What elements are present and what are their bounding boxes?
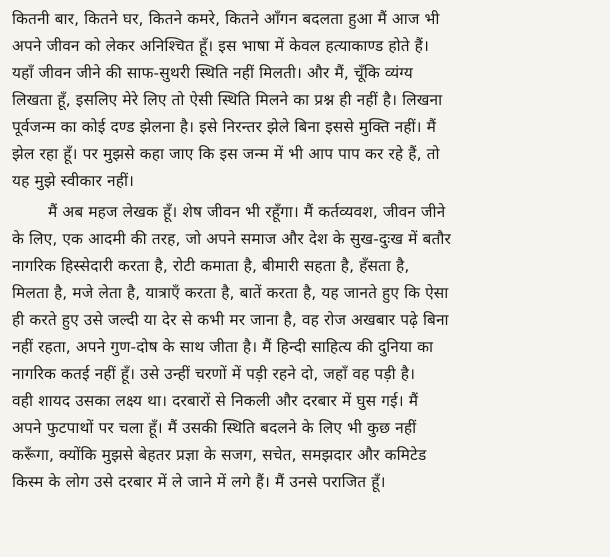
text-line: किस्म के लोग उसे दरबार में ले जाने में लगे हैं। मैं उनसे पराजित हूँ।	[12, 473, 386, 491]
text-line: कितनी बार, कितने घर, कितने कमरे, कितने आँगन बदलता हुआ मैं आज भी	[12, 10, 440, 28]
text-line: यह मुझे स्वीकार नहीं।	[12, 172, 135, 190]
text-line: नहीं रहता, अपने गुण-दोष के साथ जीता है। मैं हिन्दी साहित्य की दुनिया का	[12, 338, 434, 356]
paragraph-second	[12, 199, 600, 496]
text-line: करूँगा, क्योंकि मुझसे बेहतर प्रज्ञा के सजग, सचेत, समझदार और कमिटेड	[12, 446, 427, 464]
text-line: वही शायद उसका लक्ष्य था। दरबारों से निकली और दरबार में घुस गई। मैं	[12, 392, 419, 410]
text-line: मैं अब महज लेखक हूँ। शेष जीवन भी रहूँगा। मैं कर्तव्यवश, जीवन जीने	[48, 203, 446, 221]
paragraph-first	[12, 6, 600, 195]
text-line: नागरिक हिस्सेदारी करता है, रोटी कमाता है, बीमारी सहता है, हँसता है,	[12, 257, 410, 275]
text-line: यहाँ जीवन जीने की साफ-सुथरी स्थिति नहीं मिलती। और मैं, चूँकि व्यंग्य	[12, 64, 413, 82]
text-line: अपने जीवन को लेकर अनिश्चित हूँ। इस भाषा में केवल हत्याकाण्ड होते हैं।	[12, 37, 429, 55]
text-line: पूर्वजन्म का कोई दण्ड झेलना है। इसे निरन्तर झेले बिना इससे मुक्ति नहीं। मैं	[12, 118, 437, 136]
text-line: मिलता है, मजे लेता है, यात्राएँ करता है, बातें करता है, यह जानते हुए कि ऐसा	[12, 284, 449, 302]
text-line: ही करते हुए उसे जल्दी या देर से कभी मर जाना है, वह रोज अखबार पढ़े बिना	[12, 311, 449, 329]
text-line: नागरिक कतई नहीं हूँ। उसे उन्हीं चरणों में पड़ी रहने दो, जहाँ वह पड़ी है।	[12, 365, 416, 383]
text-line: के लिए, एक आदमी की तरह, जो अपने समाज और देश के सुख-दुःख में बतौर	[12, 230, 451, 248]
text-line: लिखता हूँ, इसलिए मेरे लिए तो ऐसी स्थिति मिलने का प्रश्न ही नहीं है। लिखना	[12, 91, 443, 109]
text-line: अपने फुटपाथों पर चला हूँ। मैं उसकी स्थिति बदलने के लिए भी कुछ नहीं	[12, 419, 417, 437]
text-line: झेल रहा हूँ। पर मुझसे कहा जाए कि इस जन्म में भी आप पाप कर रहे हैं, तो	[12, 145, 440, 163]
